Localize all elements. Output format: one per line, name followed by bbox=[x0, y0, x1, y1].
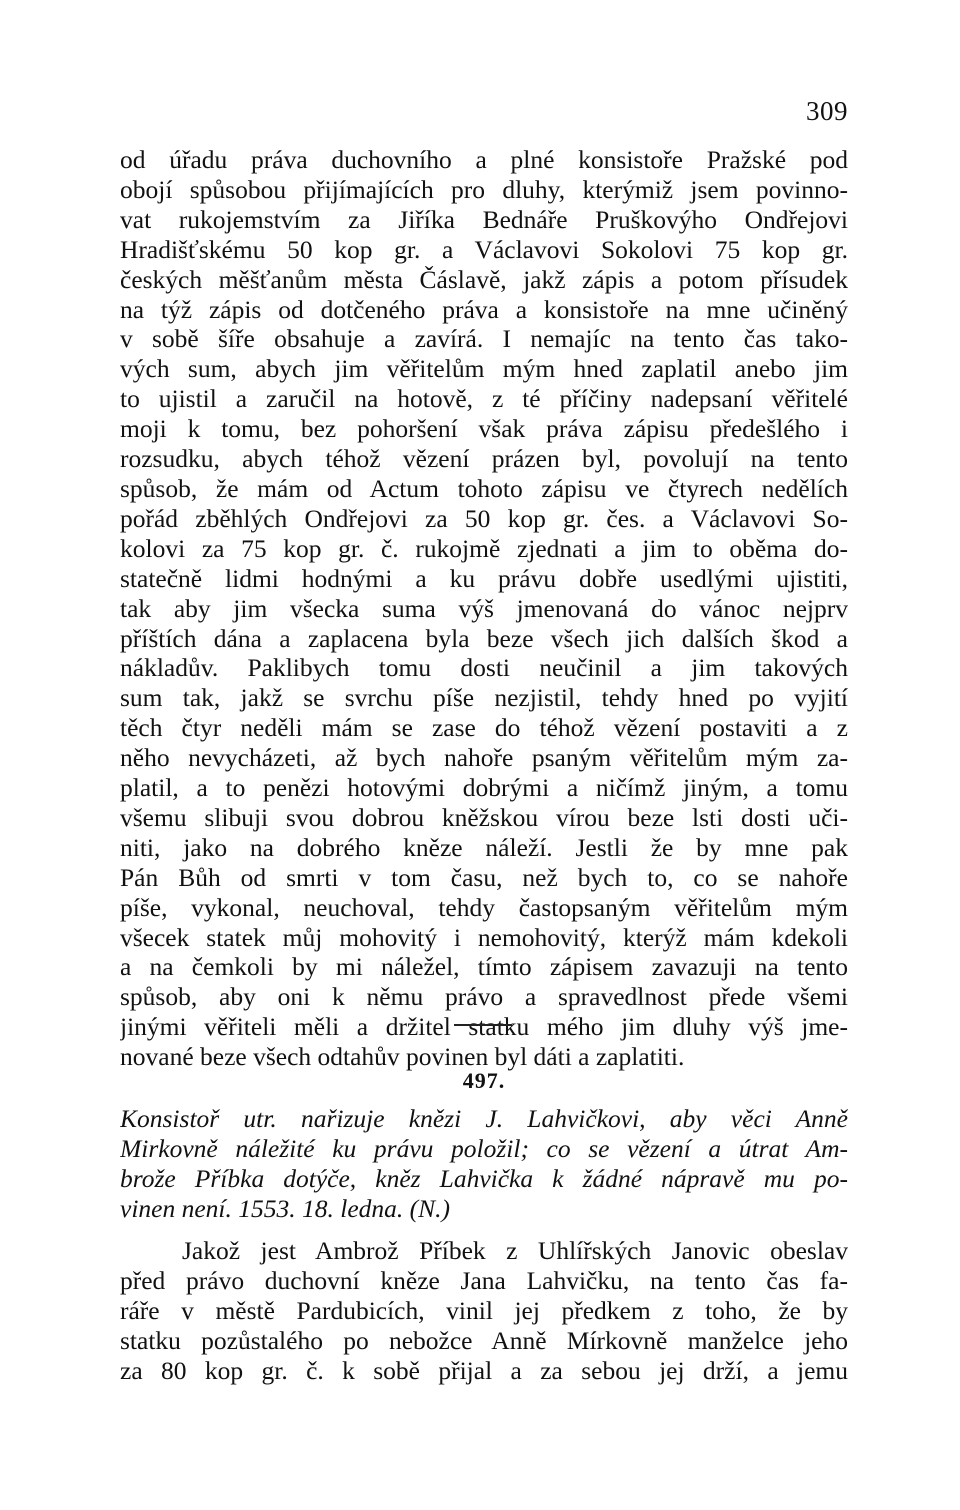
text-line: něho nevycházeti, až bych nahoře psaným věřitelům mým za- bbox=[120, 743, 848, 773]
text-line: píše, vykonal, neuchoval, tehdy častopsaným věřitelům mým bbox=[120, 892, 848, 922]
text-line: příštích dána a zaplacena byla beze všech jich dalších škod a bbox=[120, 623, 848, 653]
text-line: platil, a to penězi hotovými dobrými a ničímž jiným, a tomu bbox=[120, 773, 848, 803]
document-body-text bbox=[120, 1236, 848, 1386]
document-number: 497. bbox=[462, 1068, 506, 1093]
text-line: za 80 kop gr. č. k sobě přijal a za sebou jej drží, a jemu bbox=[120, 1355, 848, 1385]
text-line: vých sum, abych jim věřitelům mým hned zaplatil anebo jim bbox=[120, 354, 848, 384]
text-line: českých měšťanům města Čáslavě, jakž zápis a potom přísudek bbox=[120, 264, 848, 294]
text-line: obojí spůsobou přijímajících pro dluhy, kterýmiž jsem povinno- bbox=[120, 174, 848, 204]
section-divider bbox=[454, 1024, 512, 1026]
text-line: to ujistil a zaručil na hotově, z té příčiny nadepsaní věřitelé bbox=[120, 384, 848, 414]
text-line: těch čtyr neděli mám se zase do téhož vězení postaviti a z bbox=[120, 713, 848, 743]
text-line: a na čemkoli by mi náležel, tímto zápisem zavazuji na tento bbox=[120, 952, 848, 982]
text-line: na týž zápis od dotčeného práva a konsistoře na mne učiněný bbox=[120, 294, 848, 324]
text-line: vat rukojemstvím za Jiříka Bednáře Pruškovýho Ondřejovi bbox=[120, 204, 848, 234]
text-line: sum tak, jakž se svrchu píše nezjistil, tehdy hned po vyjití bbox=[120, 683, 848, 713]
main-text-block bbox=[120, 145, 848, 1072]
text-line: niti, jako na dobrého kněze náleží. Jestli že by mne pak bbox=[120, 832, 848, 862]
headnote-line: vinen není. 1553. 18. ledna. (N.) bbox=[120, 1193, 451, 1223]
text-line: všemu slibuji svou dobrou kněžskou vírou beze lsti dosti uči- bbox=[120, 802, 848, 832]
text-line: spůsob, že mám od Actum tohoto zápisu ve čtyrech nedělích bbox=[120, 473, 848, 503]
page-number: 309 bbox=[806, 96, 848, 126]
text-line: Hradišťskému 50 kop gr. a Václavovi Sokolovi 75 kop gr. bbox=[120, 234, 848, 264]
headnote-line: Mirkovně náležité ku právu položil; co se vězení a útrat Am- bbox=[120, 1133, 848, 1163]
text-line: rozsudku, abych téhož vězení prázen byl, povolují na tento bbox=[120, 444, 848, 474]
text-line: v sobě šíře obsahuje a zavírá. I nemajíc na tento čas tako- bbox=[120, 324, 848, 354]
text-line: Jakož jest Ambrož Příbek z Uhlířských Janovic obeslav bbox=[182, 1236, 848, 1265]
text-line: statečně lidmi hodnými a ku právu dobře usedlými ujistiti, bbox=[120, 563, 848, 593]
text-line: moji k tomu, bez pohoršení však práva zápisu předešlého i bbox=[120, 414, 848, 444]
headnote-line: brože Příbka dotýče, kněz Lahvička k žádné nápravě mu po- bbox=[120, 1163, 848, 1193]
text-line: od úřadu práva duchovního a plné konsistoře Pražské pod bbox=[120, 145, 848, 174]
text-line: nované beze všech odtahův povinen byl dáti a zaplatiti. bbox=[120, 1042, 685, 1072]
text-line: všecek statek můj mohovitý i nemohovitý, kterýž mám kdekoli bbox=[120, 922, 848, 952]
text-line: Pán Bůh od smrti v tom času, než bych to, co se nahoře bbox=[120, 862, 848, 892]
text-line: spůsob, aby oni k němu právo a spravedlnost přede všemi bbox=[120, 982, 848, 1012]
text-line: tak aby jim všecka suma výš jmenovaná do vánoc nejprv bbox=[120, 593, 848, 623]
text-line: statku pozůstalého po nebožce Anně Mírkovně manželce jeho bbox=[120, 1325, 848, 1355]
text-line: pořád zběhlých Ondřejovi za 50 kop gr. čes. a Václavovi So- bbox=[120, 503, 848, 533]
text-line: kolovi za 75 kop gr. č. rukojmě zjednati a jim to oběma do- bbox=[120, 533, 848, 563]
document-headnote bbox=[120, 1104, 848, 1224]
text-line: jinými věřiteli měli a držitel statku mého jim dluhy výš jme- bbox=[120, 1012, 848, 1042]
text-line: před právo duchovní kněze Jana Lahvičku, na tento čas fa- bbox=[120, 1265, 848, 1295]
text-line: ráře v městě Pardubicích, vinil jej předkem z toho, že by bbox=[120, 1295, 848, 1325]
headnote-line: Konsistoř utr. nařizuje knězi J. Lahvičkovi, aby věci Anně bbox=[120, 1104, 848, 1133]
text-line: nákladův. Paklibych tomu dosti neučinil a jim takových bbox=[120, 653, 848, 683]
